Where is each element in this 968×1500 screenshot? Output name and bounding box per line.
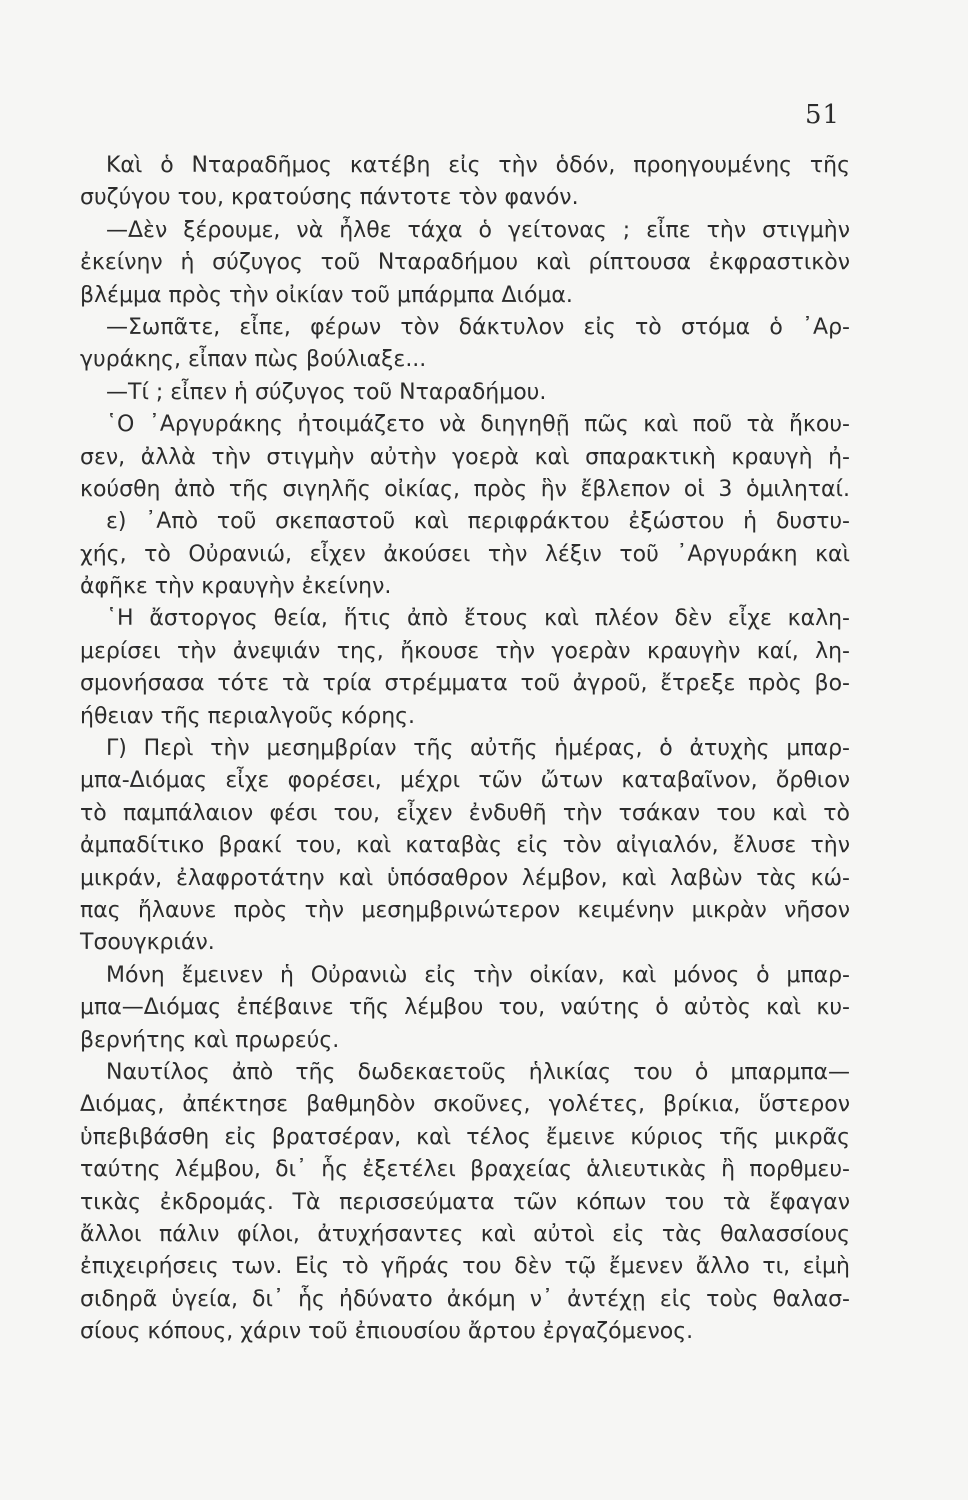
text-line: Τσουγκριάν. <box>80 930 215 956</box>
text-line: πας ἤλαυνε πρὸς τὴν μεσημβρινώτερον κειμένην μικρὰν νῆσον <box>80 897 850 923</box>
text-line: ταύτης λέμβου, δι᾽ ἧς ἐξετέλει βραχείας ἁλιευτικὰς ἢ πορθμευ- <box>80 1157 850 1183</box>
text-line: βερνήτης καὶ πρωρεύς. <box>80 1027 340 1053</box>
page-number: 51 <box>805 100 841 130</box>
text-line: ἀμπαδίτικο βρακί του, καὶ καταβὰς εἰς τὸν αἰγιαλόν, ἔλυσε τὴν <box>80 833 850 859</box>
text-line: τικὰς ἐκδρομάς. Τὰ περισσεύματα τῶν κόπων του τὰ ἔφαγαν <box>80 1189 850 1215</box>
text-line: Ναυτίλος ἀπὸ τῆς δωδεκαετοῦς ἡλικίας του ὁ μπαρμπα— <box>106 1059 850 1085</box>
text-line: βλέμμα πρὸς τὴν οἰκίαν τοῦ μπάρμπα Διόμα. <box>80 282 573 308</box>
text-line: μερίσει τὴν ἀνεψιάν της, ἤκουσε τὴν γοερὰν κραυγὴν καί, λη- <box>80 638 850 664</box>
text-line: χής, τὸ Οὐρανιώ, εἶχεν ἀκούσει τὴν λέξιν τοῦ ᾽Αργυράκη καὶ <box>80 541 850 567</box>
text-line: ε) ᾽Απὸ τοῦ σκεπαστοῦ καὶ περιφράκτου ἐξώστου ἡ δυστυ- <box>106 509 850 535</box>
body-text <box>80 150 850 1348</box>
text-line: Διόμας, ἀπέκτησε βαθμηδὸν σκοῦνες, γολέτες, βρίκια, ὕστερον <box>80 1092 850 1118</box>
text-line: ἐκείνην ἡ σύζυγος τοῦ Νταραδήμου καὶ ρίπτουσα ἐκφραστικὸν <box>80 250 850 276</box>
text-line: γυράκης, εἶπαν πὼς βούλιαξε... <box>80 347 427 373</box>
text-line: Μόνη ἔμεινεν ἡ Οὐρανιὼ εἰς τὴν οἰκίαν, καὶ μόνος ὁ μπαρ- <box>106 962 850 988</box>
text-line: ήθειαν τῆς περιαλγοῦς κόρης. <box>80 703 416 729</box>
text-line: ῾Ο ᾽Αργυράκης ἠτοιμάζετο νὰ διηγηθῇ πῶς καὶ ποῦ τὰ ἤκου- <box>106 412 850 438</box>
text-line: ῾Η ἄστοργος θεία, ἥτις ἀπὸ ἔτους καὶ πλέον δὲν εἶχε καλη- <box>106 606 850 632</box>
text-line: Γ) Περὶ τὴν μεσημβρίαν τῆς αὐτῆς ἡμέρας, ὁ ἀτυχὴς μπαρ- <box>106 736 850 762</box>
text-line: συζύγου του, κρατούσης πάντοτε τὸν φανόν. <box>80 185 579 211</box>
text-line: μπα-Διόμας εἶχε φορέσει, μέχρι τῶν ὤτων καταβαῖνον, ὄρθιον <box>80 768 850 794</box>
text-line: —Σωπᾶτε, εἶπε, φέρων τὸν δάκτυλον εἰς τὸ στόμα ὁ ᾽Αρ- <box>106 314 850 340</box>
text-line: σμονήσασα τότε τὰ τρία στρέμματα τοῦ ἀγροῦ, ἔτρεξε πρὸς βο- <box>80 671 850 697</box>
text-line: μικράν, ἐλαφροτάτην καὶ ὑπόσαθρον λέμβον, καὶ λαβὼν τὰς κώ- <box>80 865 850 891</box>
text-line: ὑπεβιβάσθη εἰς βρατσέραν, καὶ τέλος ἔμεινε κύριος τῆς μικρᾶς <box>80 1124 850 1150</box>
text-line: κούσθη ἀπὸ τῆς σιγηλῆς οἰκίας, πρὸς ἣν ἔβλεπον οἱ 3 ὁμιληταί. <box>80 476 850 502</box>
text-line: ἐπιχειρήσεις των. Εἰς τὸ γῆράς του δὲν τῷ ἔμενεν ἄλλο τι, εἰμὴ <box>80 1254 850 1280</box>
text-line: σίους κόπους, χάριν τοῦ ἐπιουσίου ἄρτου ἐργαζόμενος. <box>80 1319 694 1345</box>
text-line: Καὶ ὁ Νταραδῆμος κατέβη εἰς τὴν ὁδόν, προηγουμένης τῆς <box>106 153 850 178</box>
text-line: —Τί ; εἶπεν ἡ σύζυγος τοῦ Νταραδήμου. <box>106 379 547 405</box>
text-line: τὸ παμπάλαιον φέσι του, εἶχεν ἐνδυθῆ τὴν τσάκαν του καὶ τὸ <box>80 800 850 826</box>
text-line: —Δὲν ξέρουμε, νὰ ἦλθε τάχα ὁ γείτονας ; εἶπε τὴν στιγμὴν <box>106 217 850 243</box>
text-line: σεν, ἀλλὰ τὴν στιγμὴν αὐτὴν γοερὰ καὶ σπαρακτικὴ κραυγὴ ἠ- <box>80 444 850 470</box>
text-line: σιδηρᾶ ὑγεία, δι᾽ ἧς ἠδύνατο ἀκόμη ν᾽ ἀντέχῃ εἰς τοὺς θαλασ- <box>80 1286 850 1312</box>
text-line: μπα—Διόμας ἐπέβαινε τῆς λέμβου του, ναύτης ὁ αὐτὸς καὶ κυ- <box>80 995 850 1021</box>
text-line: ἄλλοι πάλιν φίλοι, ἀτυχήσαντες καὶ αὐτοὶ εἰς τὰς θαλασσίους <box>80 1221 850 1247</box>
text-line: ἀφῆκε τὴν κραυγὴν ἐκείνην. <box>80 574 392 600</box>
